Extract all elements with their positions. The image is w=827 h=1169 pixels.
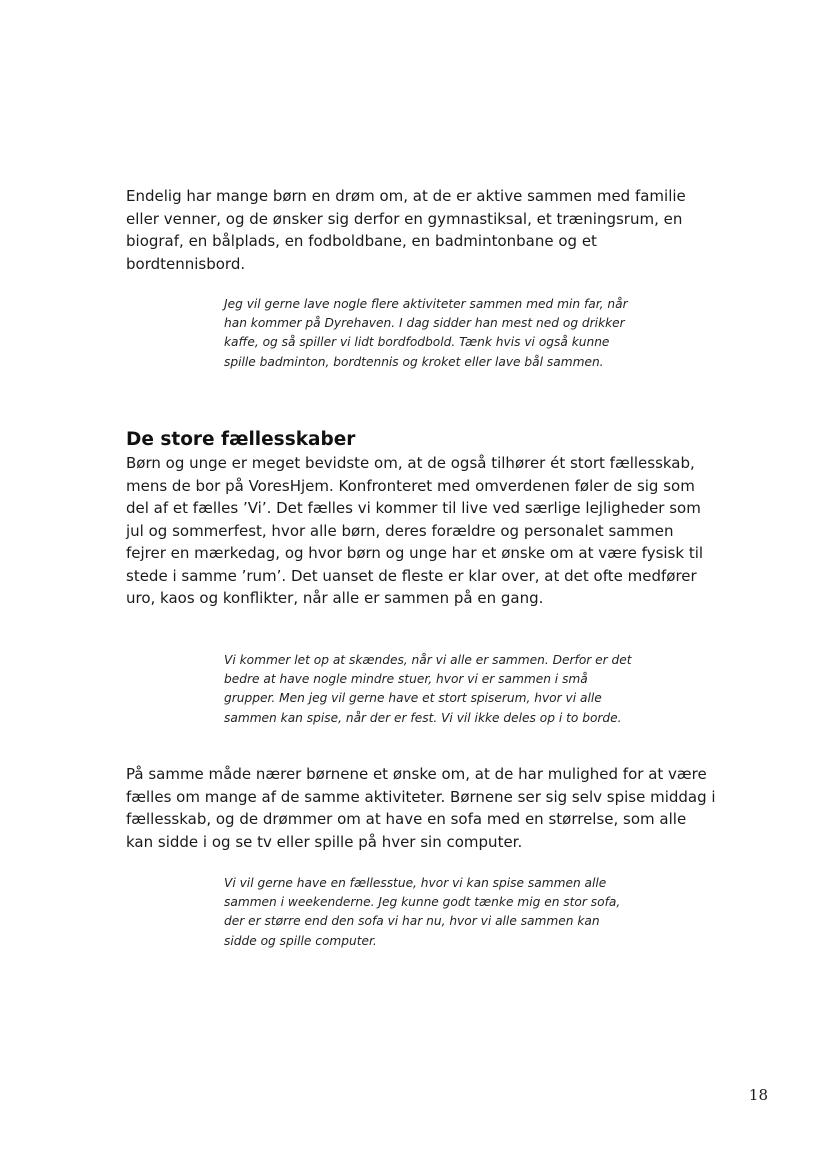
paragraph-intro: Endelig har mange børn en drøm om, at de er aktive sammen med familie eller venner, og de ønsker sig derfor en gymnastiksal, et træningsrum, en biograf, en bålplads, en fodboldbane, en badmintonbane og et bordtennisbord. [126,187,686,273]
quote-dining-room: Vi kommer let op at skændes, når vi alle er sammen. Derfor er det bedre at have nogle mindre stuer, hvor vi er sammen i små grupper. Men jeg vil gerne have et stort spiserum, hvor vi alle sammen kan spise, når der er fest. Vi vil ikke deles op i to borde. [224,653,632,725]
section-heading: De store fællesskaber [126,429,356,450]
page-number: 18 [748,1086,768,1104]
paragraph-community: Børn og unge er meget bevidste om, at de også tilhører ét stort fællesskab, mens de bor på VoresHjem. Konfronteret med omverdenen føler de sig som del af et fælles ’Vi’. Det fælles vi kommer til live ved særlige lejligheder som jul og sommerfest, hvor alle børn, deres forældre og personalet sammen fejrer en mærkedag, og hvor børn og unge har et ønske om at være fysisk til stede i samme ’rum’. Det uanset de fleste er klar over, at det ofte medfører uro, kaos og konflikter, når alle er sammen på en gang. [126,454,704,607]
quote-father-activities: Jeg vil gerne lave nogle flere aktiviteter sammen med min far, når han kommer på Dyrehaven. I dag sidder han mest ned og drikker kaffe, og så spiller vi lidt bordfodbold. Tænk hvis vi også kunne spille badminton, bordtennis og kroket eller lave bål sammen. [224,297,628,369]
quote-common-room: Vi vil gerne have en fællesstue, hvor vi kan spise sammen alle sammen i weekenderne. Jeg kunne godt tænke mig en stor sofa, der er større end den sofa vi har nu, hvor vi alle sammen kan sidde og spille computer. [224,876,621,948]
paragraph-activities: På samme måde nærer børnene et ønske om, at de har mulighed for at være fælles om mange af de samme aktiviteter. Børnene ser sig selv spise middag i fællesskab, og de drømmer om at have en sofa med en størrelse, som alle kan sidde i og se tv eller spille på hver sin computer. [126,765,716,851]
